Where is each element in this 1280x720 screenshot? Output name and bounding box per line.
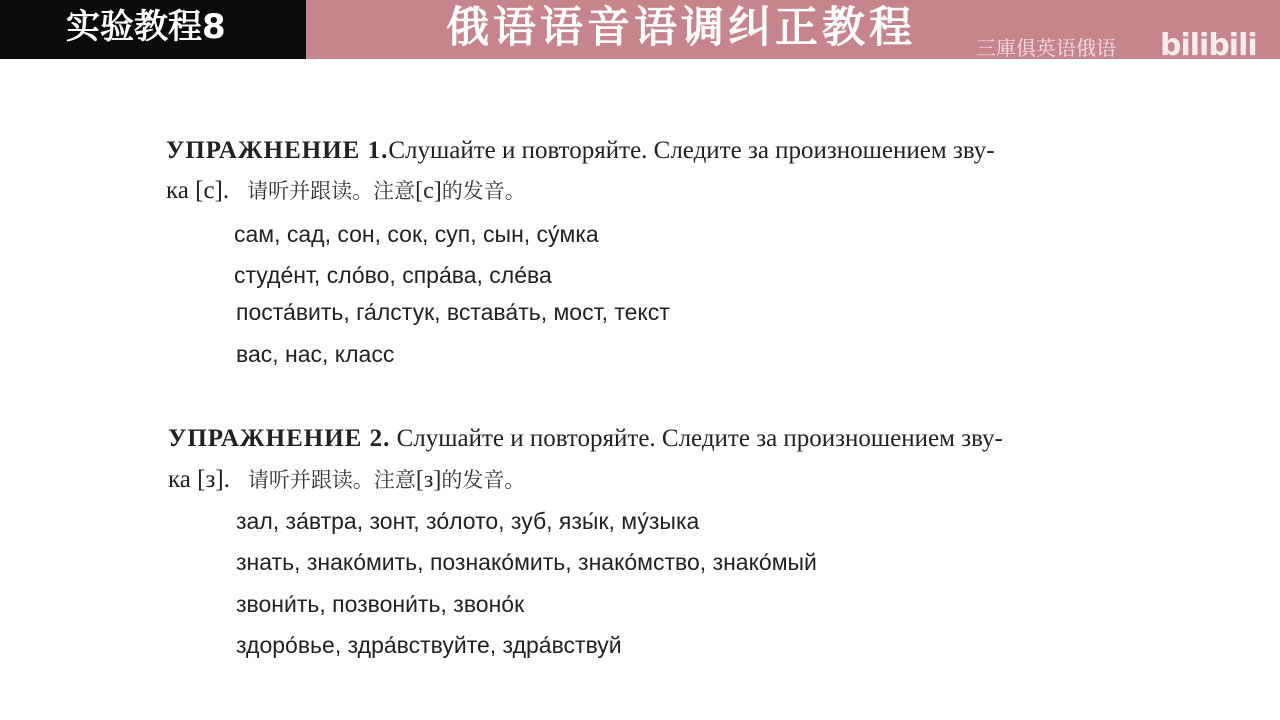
exercise-2-instruction-cn-tail: 的发音。 bbox=[441, 468, 526, 492]
exercise-2-instruction-text: Слушайте и повторяйте. Следите за произношением зву- bbox=[396, 425, 1003, 452]
exercise-2-word-line: здоро́вье, здра́вствуйте, здра́вствуй bbox=[236, 632, 622, 658]
exercise-2-word-line: звони́ть, позвони́ть, звоно́к bbox=[236, 591, 525, 617]
exercise-1-word-line: поста́вить, га́лстук, встава́ть, мост, текст bbox=[236, 299, 670, 325]
course-title: 俄语语音语调纠正教程 bbox=[446, 3, 916, 53]
exercise-1-word-line: сам, сад, сон, сок, суп, сын, су́мка bbox=[234, 221, 599, 247]
exercise-2-instruction-cn: 请听并跟读。注意 bbox=[247, 468, 416, 492]
lesson-label: 实验教程8 bbox=[66, 7, 226, 47]
top-banner bbox=[0, 0, 1280, 63]
exercise-1-sound-ru: ка [с]. bbox=[166, 177, 230, 204]
channel-watermark: 三庫俱英语俄语 bbox=[976, 36, 1116, 60]
exercise-1-word-line: вас, нас, класс bbox=[236, 341, 395, 367]
exercise-1-instruction-text: Слушайте и повторяйте. Следите за произношением зву- bbox=[388, 137, 995, 164]
exercise-2-word-line: зал, за́втра, зонт, зо́лото, зуб, язы́к, му́зыка bbox=[236, 508, 700, 534]
exercise-1-instruction-line1 bbox=[166, 136, 995, 166]
exercise-1-instruction-line2 bbox=[166, 176, 526, 206]
exercise-2-word-line: знать, знако́мить, познако́мить, знако́мство, знако́мый bbox=[236, 549, 817, 575]
bilibili-logo: bilibili bbox=[1160, 28, 1257, 63]
exercise-2-instruction-line2 bbox=[168, 465, 525, 495]
exercise-1-instruction-cn-tail: 的发音。 bbox=[441, 179, 526, 203]
exercise-2-sound-cn: [з] bbox=[415, 467, 442, 493]
exercise-2-instruction-line1 bbox=[168, 424, 1003, 454]
exercise-2-sound-ru: ка [з]. bbox=[168, 466, 230, 493]
exercise-2-label: УПРАЖНЕНИЕ 2. bbox=[168, 425, 391, 452]
exercise-1-word-line: студе́нт, сло́во, спра́ва, сле́ва bbox=[234, 262, 552, 288]
exercise-1-instruction-cn: 请听并跟读。注意 bbox=[247, 179, 416, 203]
exercise-1-sound-cn: [с] bbox=[415, 178, 442, 204]
exercise-1-label: УПРАЖНЕНИЕ 1. bbox=[166, 137, 389, 164]
